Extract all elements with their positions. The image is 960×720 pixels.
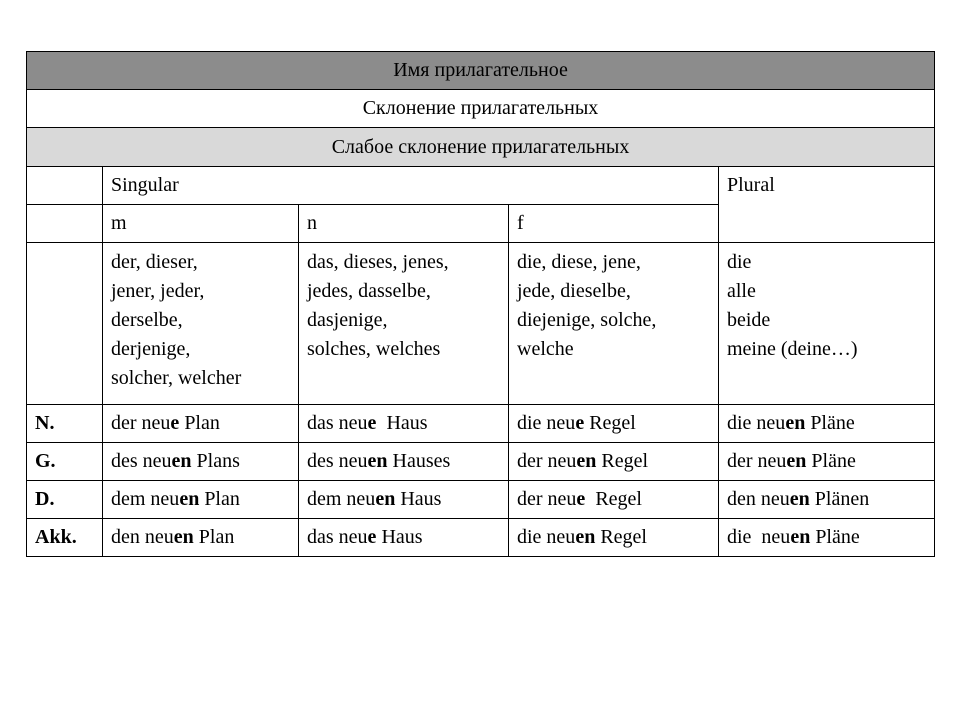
case-row-dativ xyxy=(27,481,935,519)
form-noun: Hauses xyxy=(387,450,451,472)
form-ending: en xyxy=(173,526,194,548)
form-stem: des neu xyxy=(111,450,172,472)
word-line: dasjenige, xyxy=(307,309,388,331)
declension-cell xyxy=(509,519,719,557)
declension-cell xyxy=(719,481,935,519)
declension-cell xyxy=(103,443,299,481)
words-f-cell xyxy=(509,243,719,405)
plural-header: Plural xyxy=(719,167,935,243)
empty-words-cell xyxy=(27,243,103,405)
form-ending: en xyxy=(789,488,810,510)
word-line: derjenige, xyxy=(111,338,191,360)
form-stem: der neu xyxy=(727,450,787,472)
form-ending: en xyxy=(785,412,806,434)
form-noun: Pläne xyxy=(805,412,855,434)
form-noun: Haus xyxy=(376,526,423,548)
form-ending: en xyxy=(575,526,596,548)
words-n-cell xyxy=(299,243,509,405)
gender-f-header: f xyxy=(509,205,719,243)
word-line: meine (deine…) xyxy=(727,338,858,360)
word-line: alle xyxy=(727,280,756,302)
form-noun: Pläne xyxy=(810,526,860,548)
gender-m-header: m xyxy=(103,205,299,243)
word-line: jedes, dasselbe, xyxy=(307,280,431,302)
form-noun: Plan xyxy=(179,412,220,434)
form-stem: die neu xyxy=(727,412,786,434)
declension-cell xyxy=(103,481,299,519)
form-stem: des neu xyxy=(307,450,368,472)
form-stem: den neu xyxy=(111,526,174,548)
word-line: das, dieses, jenes, xyxy=(307,251,449,273)
case-label: G. xyxy=(27,443,103,481)
declension-cell xyxy=(719,519,935,557)
form-noun: Regel xyxy=(595,526,647,548)
case-label: Akk. xyxy=(27,519,103,557)
word-line: welche xyxy=(517,338,574,360)
form-ending: en xyxy=(367,450,388,472)
singular-header: Singular xyxy=(103,167,719,205)
form-ending: e xyxy=(367,526,377,548)
case-row-akkusativ xyxy=(27,519,935,557)
declension-table xyxy=(26,51,935,557)
table-title: Имя прилагательное xyxy=(27,52,935,90)
form-stem: der neu xyxy=(517,450,577,472)
declension-cell xyxy=(299,405,509,443)
word-line: derselbe, xyxy=(111,309,183,331)
form-stem: den neu xyxy=(727,488,790,510)
word-line: der, dieser, xyxy=(111,251,198,273)
form-ending: e xyxy=(576,488,586,510)
form-noun: Plans xyxy=(191,450,240,472)
case-label: D. xyxy=(27,481,103,519)
form-stem: der neu xyxy=(111,412,171,434)
word-line: beide xyxy=(727,309,771,331)
declension-cell xyxy=(299,519,509,557)
form-stem: dem neu xyxy=(307,488,376,510)
case-row-nominativ xyxy=(27,405,935,443)
form-noun: Plan xyxy=(193,526,235,548)
declension-cell xyxy=(719,405,935,443)
case-label: N. xyxy=(27,405,103,443)
form-ending: en xyxy=(179,488,200,510)
declension-cell xyxy=(299,443,509,481)
form-stem: das neu xyxy=(307,526,368,548)
form-noun: Haus xyxy=(395,488,442,510)
declension-cell xyxy=(719,443,935,481)
table-subsubtitle: Слабое склонение прилагательных xyxy=(27,128,935,167)
word-line: jener, jeder, xyxy=(111,280,205,302)
words-m-cell xyxy=(103,243,299,405)
form-noun: Regel xyxy=(596,450,649,472)
form-ending: e xyxy=(170,412,180,434)
form-ending: en xyxy=(576,450,597,472)
words-pl-cell xyxy=(719,243,935,405)
declension-cell xyxy=(103,519,299,557)
declension-cell xyxy=(509,443,719,481)
form-ending: en xyxy=(786,450,807,472)
form-noun: Regel xyxy=(584,412,636,434)
form-stem: die neu xyxy=(517,412,576,434)
form-noun: Regel xyxy=(585,488,642,510)
gender-n-header: n xyxy=(299,205,509,243)
form-noun: Pläne xyxy=(806,450,856,472)
empty-gender-cell xyxy=(27,205,103,243)
form-stem: das neu xyxy=(307,412,368,434)
word-line: solcher, welcher xyxy=(111,367,242,389)
form-ending: e xyxy=(575,412,585,434)
form-noun: Plan xyxy=(199,488,240,510)
form-noun: Plänen xyxy=(809,488,870,510)
declension-cell xyxy=(509,405,719,443)
form-stem: dem neu xyxy=(111,488,180,510)
table-subtitle: Склонение прилагательных xyxy=(27,90,935,128)
form-stem: der neu xyxy=(517,488,577,510)
form-noun: Haus xyxy=(376,412,428,434)
form-ending: e xyxy=(367,412,377,434)
word-line: die xyxy=(727,251,752,273)
declension-cell xyxy=(299,481,509,519)
form-stem: die neu xyxy=(727,526,791,548)
form-stem: die neu xyxy=(517,526,576,548)
form-ending: en xyxy=(375,488,396,510)
declension-cell xyxy=(509,481,719,519)
form-ending: en xyxy=(790,526,811,548)
word-line: solches, welches xyxy=(307,338,441,360)
empty-header-cell xyxy=(27,167,103,205)
word-line: diejenige, solche, xyxy=(517,309,657,331)
case-row-genitiv xyxy=(27,443,935,481)
word-line: die, diese, jene, xyxy=(517,251,641,273)
form-ending: en xyxy=(171,450,192,472)
declension-cell xyxy=(103,405,299,443)
word-line: jede, dieselbe, xyxy=(517,280,631,302)
